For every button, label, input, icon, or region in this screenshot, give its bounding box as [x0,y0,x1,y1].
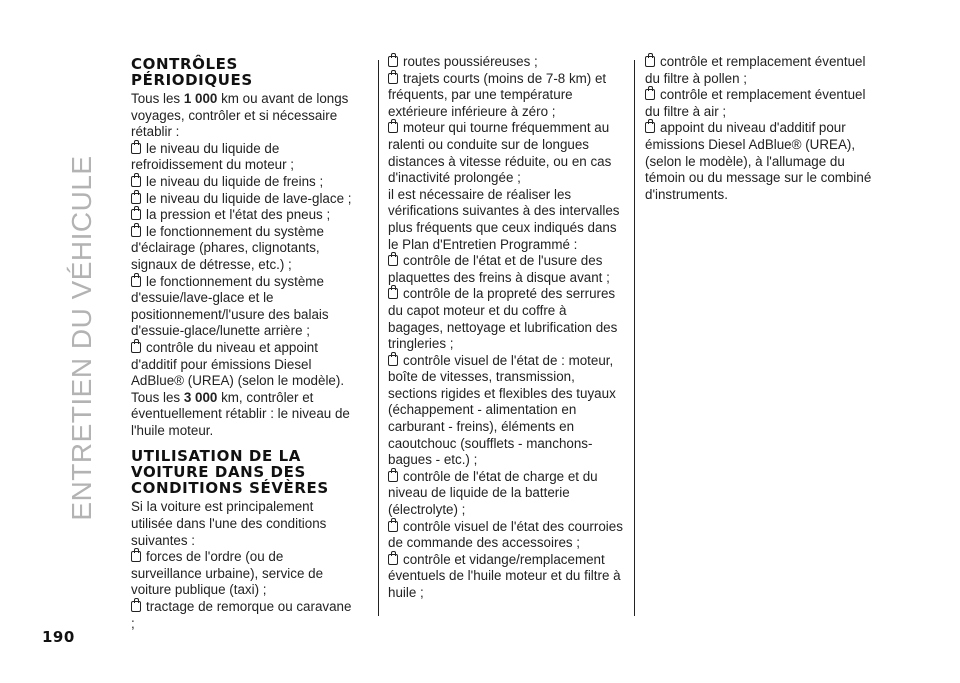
hand-wrench-icon [645,122,655,133]
list-item-text: le fonctionnement du système d'éclairage (phares, clignotants, signaux de détresse, etc.) ; [131,223,324,272]
list-item-text: contrôle de l'état de charge et du niveau de liquide de la batterie (électrolyte) ; [388,468,598,518]
hand-wrench-icon [131,551,141,562]
hand-wrench-icon [131,143,141,154]
list-item-text: forces de l'ordre (ou de surveillance urbaine), service de voiture publique (taxi) ; [131,549,324,598]
hand-wrench-icon [131,601,141,612]
list-item [388,120,623,186]
severe-intro-paragraph: Si la voiture est principalement utilisée dans l'une des conditions suivantes : [131,499,327,548]
hand-wrench-icon [131,342,141,353]
list-item [131,599,353,632]
hand-wrench-icon [388,288,398,299]
hand-wrench-icon [388,521,398,532]
list-item [131,224,353,274]
hand-wrench-icon [388,554,398,565]
text: km, contrôler et éventuellement rétablir : le niveau de l'huile moteur. [131,389,350,438]
column-divider [634,60,635,616]
list-item [131,141,353,174]
list-item-text: contrôle visuel de l'état des courroies de commande des accessoires ; [388,518,623,551]
list-item [388,71,623,121]
list-item-text: contrôle et remplacement éventuel du filtre à pollen ; [645,54,866,86]
list-item-text: contrôle et vidange/remplacement éventuels de l'huile moteur et du filtre à huile ; [388,551,621,600]
heading-line: PÉRIODIQUES [131,71,253,89]
heading-line: UTILISATION DE LA [131,447,302,466]
heading-line: CONTRÔLES [131,55,238,73]
intro-paragraph [131,91,353,141]
list-item-text: contrôle de l'état et de l'usure des plaquettes des freins à disque avant ; [388,253,610,285]
hand-wrench-icon [131,176,141,187]
list-item [388,353,623,469]
hand-wrench-icon [388,355,398,366]
hand-wrench-icon [645,89,655,100]
text: Tous les [131,389,184,405]
hand-wrench-icon [388,471,398,482]
heading-line: CONDITIONS SÉVÈRES [131,479,329,498]
list-item [645,120,881,203]
text: Tous les [131,91,184,106]
hand-wrench-icon [131,226,141,237]
list-item-text: le niveau du liquide de lave-glace ; [146,190,352,206]
list-item-text: appoint du niveau d'additif pour émissions Diesel AdBlue® (UREA), (selon le modèle), à l'allumage du témoin ou du message sur le combiné d'instruments. [645,120,872,202]
hand-wrench-icon [388,73,398,84]
list-item-text: contrôle visuel de l'état de : moteur, boîte de vitesses, transmission, sections rigides et flexibles des tuyaux (échappement - alimentation en carburant - freins), éléments en caoutchouc (soufflets - manchons-bagues - etc.) ; [388,352,616,468]
list-item [131,191,353,208]
hand-wrench-icon [131,276,141,287]
list-item [131,274,353,340]
list-item [388,253,623,286]
hand-wrench-icon [388,56,398,67]
list-item-text: le niveau du liquide de freins ; [146,173,324,189]
list-item-text: la pression et l'état des pneus ; [146,207,331,223]
list-item [388,54,623,71]
verification-paragraph: il est nécessaire de réaliser les vérifications suivantes à des intervalles plus fréquents que ceux indiqués dans le Plan d'Entretien Programmé : [388,186,620,252]
column-divider [378,60,379,616]
heading-severe-conditions [131,448,353,496]
list-item-text: contrôle du niveau et appoint d'additif pour émissions Diesel AdBlue® (UREA) (selon le modèle). [131,339,345,389]
text: km ou avant de longs voyages, contrôler et si nécessaire rétablir : [131,91,349,140]
hand-wrench-icon [131,193,141,204]
heading-periodic-checks [131,56,353,88]
list-item [388,552,623,602]
list-item-text: routes poussiéreuses ; [403,54,538,69]
column-3 [645,54,881,203]
list-item [645,87,881,120]
list-item [131,174,353,191]
list-item-text: contrôle de la propreté des serrures du capot moteur et du coffre à bagages, nettoyage et lubrification des tringleries ; [388,286,618,352]
column-1 [131,54,353,632]
page-number: 190 [42,628,75,646]
list-item [388,286,623,352]
hand-wrench-icon [131,209,141,220]
hand-wrench-icon [388,255,398,266]
list-item-text: tractage de remorque ou caravane ; [131,599,352,631]
km-value: 3 000 [183,389,218,405]
heading-line: VOITURE DANS DES [131,463,306,482]
list-item-text: le niveau du liquide de refroidissement du moteur ; [131,140,294,173]
paragraph-3000km [131,390,353,440]
list-item-text: contrôle et remplacement éventuel du filtre à air ; [645,87,866,119]
hand-wrench-icon [645,56,655,67]
list-item [388,519,623,552]
section-side-title: ENTRETIEN DU VÉHICULE [66,155,97,521]
list-item-text: le fonctionnement du système d'essuie/lave-glace et le positionnement/l'usure des balais d'essuie-glace/lunette arrière ; [131,273,329,339]
km-value: 1 000 [183,91,218,106]
hand-wrench-icon [388,122,398,133]
list-item [131,549,353,599]
list-item-text: trajets courts (moins de 7-8 km) et fréquents, par une température extérieure inférieure à zéro ; [388,70,607,119]
list-item-text: moteur qui tourne fréquemment au ralenti ou conduite sur de longues distances à vitesse réduite, ou en cas d'inactivité prolongée ; [388,120,612,186]
list-item [131,340,353,390]
list-item [131,207,353,224]
column-2 [388,54,623,602]
list-item [388,469,623,519]
list-item [645,54,881,87]
